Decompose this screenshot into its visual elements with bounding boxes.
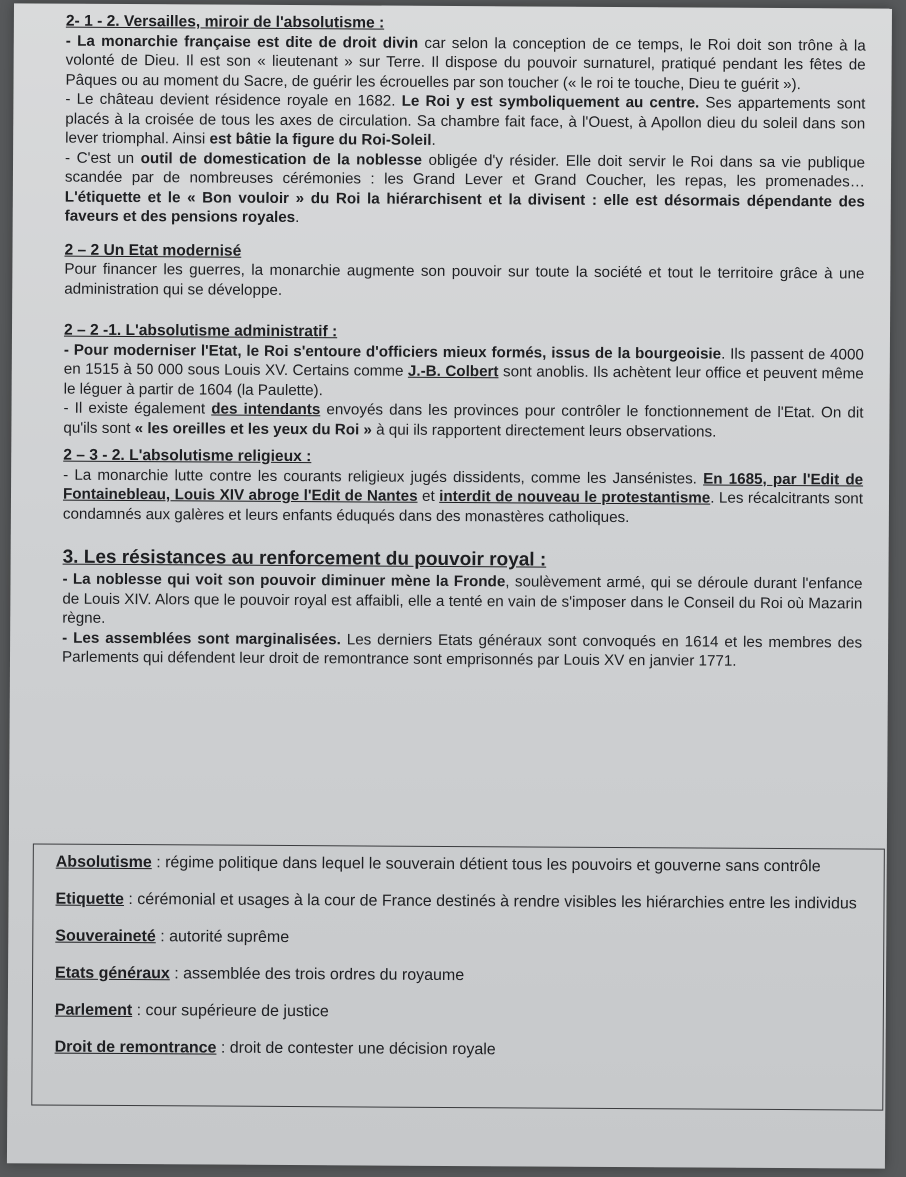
glossary-definition: : assemblée des trois ordres du royaume: [169, 965, 465, 985]
glossary-definition: : cérémonial et usages à la cour de France destinés à rendre visibles les hiérarchies entre les individus: [123, 891, 857, 913]
glossary-definition: : régime politique dans lequel le souverain détient tous les pouvoirs et gouverne sans contrôle: [151, 854, 821, 876]
glossary-term: Etats généraux: [55, 964, 170, 983]
bold-phrase: Le Roi y est symboliquement au centre.: [401, 92, 700, 112]
paragraph-chateau: [65, 90, 865, 153]
protestantisme-underlined: interdit de nouveau le protestantisme: [439, 487, 711, 507]
text-run: - Le château devient résidence royale en 1682.: [65, 90, 402, 110]
text-run: . Ils passent de 4000 en 1515 à 50 000 sous Louis XV. Certains comme: [63, 345, 864, 380]
bold-phrase: est bâtie la figure du Roi-Soleil: [209, 130, 432, 149]
glossary-definition: : autorité suprême: [155, 928, 290, 947]
paragraph-fronde: [62, 570, 862, 633]
paragraph-intendants: [63, 399, 863, 443]
glossary-item: [55, 964, 871, 989]
glossary-term: Parlement: [54, 1001, 133, 1020]
printed-page: [7, 3, 892, 1168]
glossary-definition: : droit de contester une décision royale: [216, 1039, 496, 1059]
section-heading-etat-modernise: 2 – 2 Un Etat modernisé: [64, 241, 242, 260]
paragraph-religieux: [63, 465, 863, 528]
edit-fontainebleau-underlined: En 1685, par l'Edit de Fontainebleau, Louis XIV abroge l'Edit de Nantes: [62, 470, 864, 505]
text-run: Les derniers Etats généraux sont convoqués en 1614 et les membres des Parlements qui défendent leur droit de remontrance sont emprisonnés par Louis XV en janvier 1771.: [61, 630, 863, 670]
bold-phrase: L'étiquette et le « Bon vouloir » du Roi la hiérarchisent et la divisent : elle est désormais dépendante des faveurs et des pensions royales: [64, 188, 865, 227]
intendants-underlined: des intendants: [211, 400, 321, 419]
glossary-term: Etiquette: [55, 890, 125, 909]
text-run: obligée d'y résider. Elle doit servir le Roi dans sa vie publique scandée par de nombreuses cérémonies : les Grand Lever et Grand Coucher, les repas, les promenades…: [64, 151, 866, 191]
text-run: .: [431, 131, 436, 149]
text-run: , soulèvement armé, qui se déroule durant l'enfance de Louis XIV. Alors que le pouvoir royal est affaibli, elle a tenté en vain de s'imposer dans le Conseil du Roi où Mazarin règne.: [62, 573, 863, 627]
glossary-term: Souveraineté: [55, 927, 156, 946]
section-heading-absolutisme-administratif: 2 – 2 -1. L'absolutisme administratif :: [63, 321, 338, 341]
glossary-box: [31, 843, 885, 1110]
bold-phrase: « les oreilles et les yeux du Roi »: [134, 419, 372, 439]
text-run: .: [295, 209, 300, 227]
glossary-term: Droit de remontrance: [54, 1038, 217, 1057]
bold-phrase: - Les assemblées sont marginalisées.: [62, 629, 341, 648]
text-run: - C'est un: [65, 149, 141, 167]
section-heading-resistances: 3. Les résistances au renforcement du pouvoir royal :: [62, 546, 547, 571]
text-run: Ses appartements sont placés à la croisée de tous les axes de circulation. Sa chambre fait face, à l'Ouest, à Apollon dieu du soleil dans son lever triomphal. Ainsi: [65, 94, 866, 148]
paragraph-domestication: [65, 148, 865, 231]
paragraph-etat-modernise: Pour financer les guerres, la monarchie augmente son pouvoir sur toute la société et tout le territoire grâce à une administration qui se développe.: [64, 260, 865, 299]
glossary-term: Absolutisme: [55, 853, 152, 872]
bold-phrase: - La monarchie française est dite de droit divin: [65, 32, 419, 52]
bold-phrase: outil de domestication de la noblesse: [140, 149, 423, 169]
paragraph-officiers: [64, 340, 864, 403]
text-run: car selon la conception de ce temps, le Roi doit son trône à la volonté de Dieu. Il est son « lieutenant » sur Terre. Il dispose du pouvoir surnaturel, pratiqué pendant les fêtes de Pâques ou au moment du Sacre, de guérir les écrouelles par son toucher (« le roi te touche, Dieu te guérit »).: [65, 34, 866, 93]
glossary-item: [55, 927, 871, 952]
text-run: sont anoblis. Ils achètent leur office et peuvent même le léguer à partir de 1604 (la Paulette).: [63, 363, 864, 399]
text-run: et: [417, 487, 440, 505]
section-heading-absolutisme-religieux: 2 – 3 - 2. L'absolutisme religieux :: [63, 446, 312, 466]
text-run: - La monarchie lutte contre les courants religieux jugés dissidents, comme les Jansénistes.: [63, 466, 704, 488]
text-run: à qui ils rapportent directement leurs observations.: [371, 421, 717, 441]
glossary-item: [55, 890, 871, 915]
text-run: . Les récalcitrants sont condamnés aux galères et leurs enfants éduqués dans des monastères catholiques.: [62, 489, 864, 526]
section-heading-versailles: 2- 1 - 2. Versailles, miroir de l'absolutisme :: [65, 12, 385, 32]
text-run: - Il existe également: [63, 399, 212, 418]
glossary-definition: : cour supérieure de justice: [132, 1002, 329, 1021]
bold-phrase: - Pour moderniser l'Etat, le Roi s'entoure d'officiers mieux formés, issus de la bourgeoisie: [63, 341, 722, 363]
lesson-text: [62, 12, 866, 672]
text-run: envoyés dans les provinces pour contrôler le fonctionnement de l'Etat. On dit qu'ils sont: [63, 401, 864, 437]
glossary-item: [55, 1001, 871, 1026]
paragraph-droit-divin: [65, 31, 865, 94]
colbert-underlined: J.-B. Colbert: [407, 362, 499, 381]
bold-phrase: - La noblesse qui voit son pouvoir diminuer mène la Fronde: [62, 570, 506, 591]
glossary-item: [56, 853, 872, 878]
paragraph-assemblees: [62, 628, 862, 672]
glossary-item: [55, 1038, 871, 1063]
